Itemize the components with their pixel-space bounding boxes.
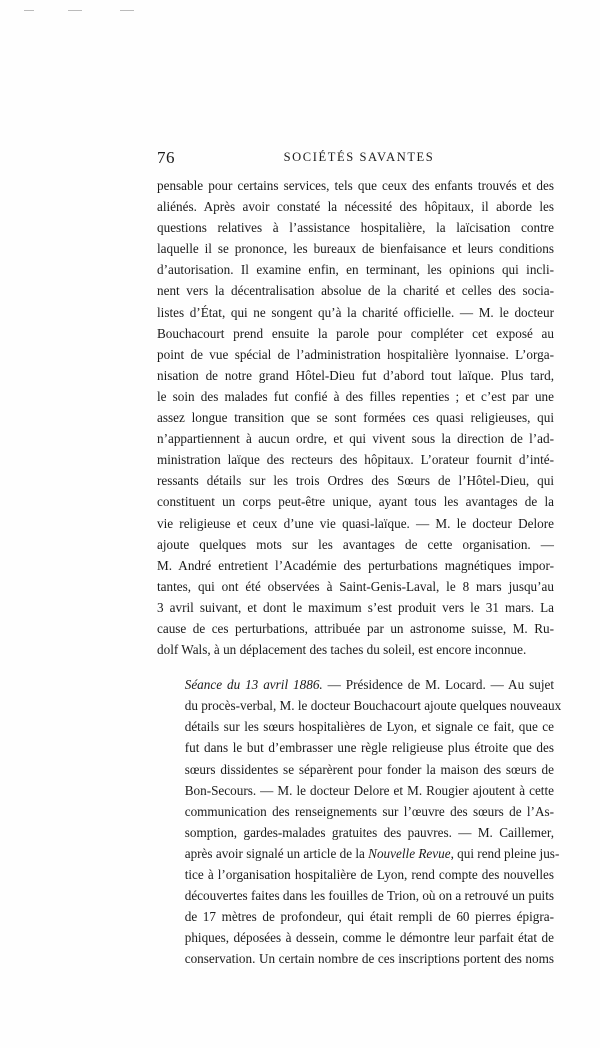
- text-line: phiques, déposées à dessein, comme le démontre leur parfait état de: [184, 930, 554, 946]
- text-line: somption, gardes-malades gratuites des pauvres. — M. Caillemer,: [184, 824, 554, 840]
- session-paragraph: [157, 674, 562, 969]
- text-line: constituent un corps peut-être unique, ayant tous les avantages de la: [157, 494, 554, 510]
- text-line: ressants détails sur les trois Ordres des Sœurs de l’Hôtel-Dieu, qui: [157, 473, 554, 489]
- page-header: [157, 148, 553, 168]
- text-line: pensable pour certains services, tels que ceux des enfants trouvés et des: [157, 178, 554, 193]
- text-line: vie religieuse et ceux d’une vie quasi-laïque. — M. le docteur Delore: [157, 515, 554, 531]
- page-number: 76: [157, 148, 175, 167]
- text-line: point de vue spécial de l’administration hospitalière lyonnaise. L’orga-: [157, 346, 554, 362]
- text-line: Bon-Secours. — M. le docteur Delore et M. Rougier ajoutent à cette: [184, 782, 554, 798]
- text-line: de 17 mètres de profondeur, qui était rempli de 60 pierres épigra-: [184, 909, 554, 925]
- text-line: [157, 843, 560, 864]
- text-line: laquelle il se prononce, les bureaux de bienfaisance et leurs conditions: [157, 241, 554, 257]
- text-line: n’appartiennent à aucun ordre, et qui vivent sous la direction de l’ad-: [157, 431, 554, 447]
- text-line: nisation de notre grand Hôtel-Dieu fut d’abord tout laïque. Plus tard,: [157, 367, 554, 383]
- text-line: cause de ces perturbations, attribuée par un astronome suisse, M. Ru-: [157, 620, 554, 636]
- text-line: dolf Wals, à un déplacement des taches du soleil, est encore inconnue.: [157, 642, 527, 658]
- text-line: le soin des malades fut confié à des filles repenties ; et c’est par une: [157, 388, 554, 404]
- text-line: listes d’État, qui ne songent qu’à la charité officielle. — M. le docteur: [157, 304, 554, 320]
- text-line: 3 avril suivant, et dont le maximum s’est produit vers le 31 mars. La: [157, 599, 554, 615]
- text-line: sœurs dissidentes se séparèrent pour fonder la maison des sœurs de: [184, 761, 554, 777]
- text-line: [157, 674, 554, 695]
- text-line: questions relatives à l’assistance hospitalière, la laïcisation contre: [157, 220, 554, 236]
- paragraph: [157, 175, 554, 660]
- text-line: aliénés. Après avoir constaté la nécessité des hôpitaux, il aborde les: [157, 199, 554, 215]
- text-line: découvertes faites dans les fouilles de Trion, où on a retrouvé un puits: [184, 888, 554, 904]
- text-line: détails sur les sœurs hospitalières de Lyon, et signale ce fait, que ce: [184, 719, 554, 735]
- text-line: ajoute quelques mots sur les avantages de cette organisation. —: [157, 536, 554, 552]
- text-line: M. André entretient l’Académie des perturbations magnétiques impor-: [157, 557, 554, 573]
- text-line: communication des renseignements sur l’œuvre des sœurs de l’As-: [184, 803, 554, 819]
- session-first-line: — Présidence de M. Locard. — Au sujet: [322, 677, 555, 693]
- body-text: [157, 175, 562, 969]
- scan-mark: [24, 10, 34, 11]
- text-fragment: après avoir signalé un article de la: [184, 845, 369, 861]
- text-line: d’autorisation. Il examine enfin, en terminant, les opinions qui incli-: [157, 262, 554, 278]
- text-line: tice à l’organisation hospitalière de Lyon, rend compte des nouvelles: [184, 867, 554, 882]
- text-fragment: , qui rend pleine jus-: [450, 845, 560, 861]
- text-line: nent vers la décentralisation absolue de la charité et celles des socia-: [157, 283, 554, 299]
- text-line: fut dans le but d’embrasser une règle religieuse plus étroite que des: [184, 740, 554, 756]
- session-heading: Séance du 13 avril 1886.: [184, 677, 323, 693]
- scan-mark: [120, 10, 134, 11]
- text-line: du procès-verbal, M. le docteur Bouchacourt ajoute quelques nouveaux: [184, 698, 562, 714]
- scan-mark: [68, 10, 82, 11]
- text-line: ministration laïque des recteurs des hôpitaux. L’orateur fournit d’inté-: [157, 452, 554, 468]
- running-title: SOCIÉTÉS SAVANTES: [283, 150, 435, 164]
- text-line: tantes, qui ont été observées à Saint-Genis-Laval, le 8 mars jusqu’au: [157, 578, 554, 594]
- text-line: conservation. Un certain nombre de ces inscriptions portent des noms: [184, 951, 554, 967]
- text-line: assez longue transition que se sont formées ces quasi religieuses, qui: [157, 410, 554, 426]
- journal-title: Nouvelle Revue: [368, 845, 451, 861]
- text-line: Bouchacourt prend ensuite la parole pour compléter cet exposé au: [157, 325, 554, 341]
